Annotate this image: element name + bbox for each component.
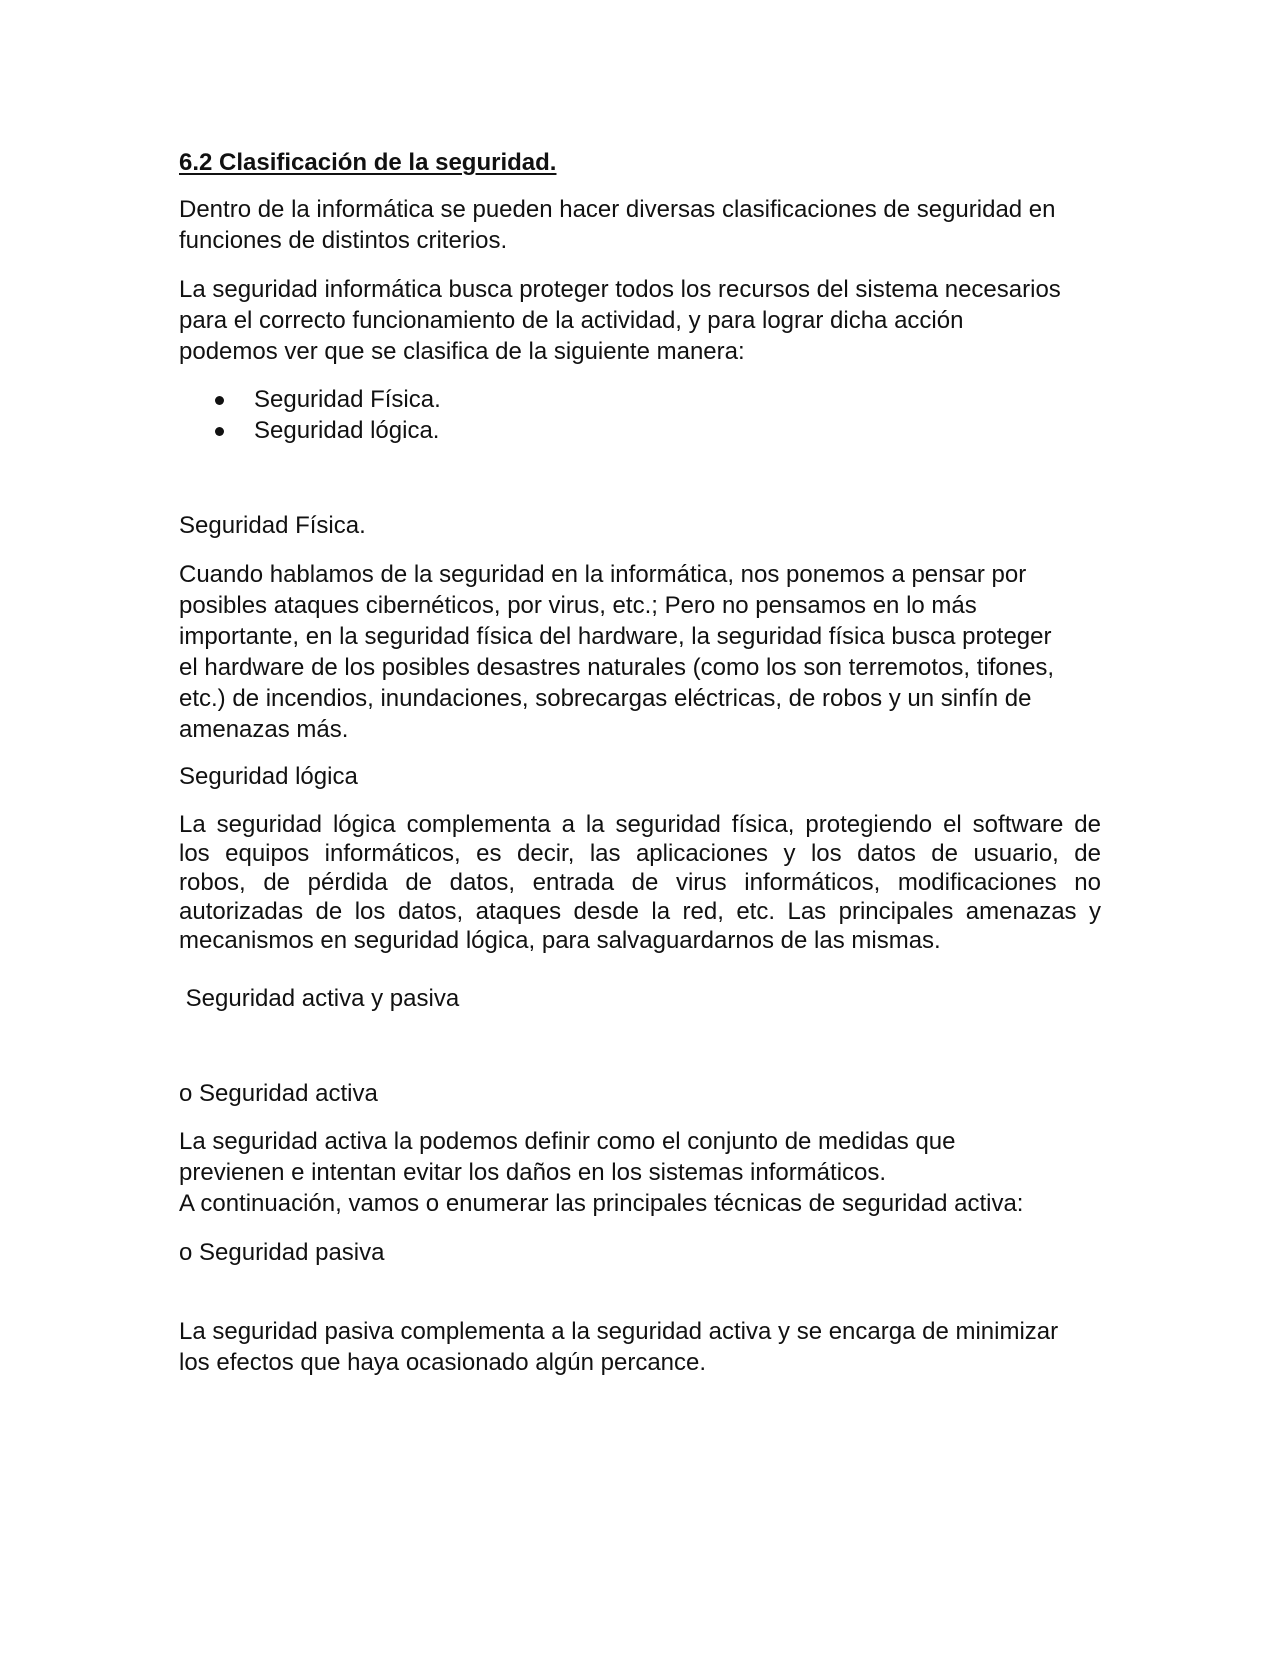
activa-line: previenen e intentan evitar los daños en los sistemas informáticos. (179, 1159, 887, 1186)
fisica-paragraph (179, 559, 1054, 745)
activa-paragraph (179, 1126, 1023, 1219)
logica-line: robos, de pérdida de datos, entrada de virus informáticos, modificaciones no (179, 869, 1101, 896)
fisica-line: etc.) de incendios, inundaciones, sobrecargas eléctricas, de robos y un sinfín de (179, 685, 1032, 712)
logica-line: La seguridad lógica complementa a la seguridad física, protegiendo el software de (179, 811, 1101, 838)
fisica-line: amenazas más. (179, 716, 349, 743)
fisica-line: posibles ataques cibernéticos, por virus, etc.; Pero no pensamos en lo más (179, 592, 977, 619)
list-item-label: Seguridad lógica. (254, 417, 440, 444)
activa-heading: o Seguridad activa (179, 1080, 378, 1107)
section-title: 6.2 Clasificación de la seguridad. (179, 149, 557, 176)
overview-line: La seguridad informática busca proteger todos los recursos del sistema necesarios (179, 276, 1061, 303)
list-item (179, 415, 441, 446)
pasiva-heading: o Seguridad pasiva (179, 1239, 385, 1266)
activa-line: La seguridad activa la podemos definir como el conjunto de medidas que (179, 1128, 956, 1155)
fisica-line: el hardware de los posibles desastres naturales (como los son terremotos, tifones, (179, 654, 1055, 681)
fisica-line: importante, en la seguridad física del hardware, la seguridad física busca proteger (179, 623, 1052, 650)
bullet-icon (215, 427, 224, 436)
intro-line: funciones de distintos criterios. (179, 227, 508, 254)
logica-line: autorizadas de los datos, ataques desde la red, etc. Las principales amenazas y (179, 898, 1101, 925)
overview-line: para el correcto funcionamiento de la actividad, y para lograr dicha acción (179, 307, 964, 334)
activa-pasiva-heading: Seguridad activa y pasiva (179, 985, 460, 1012)
logica-line: los equipos informáticos, es decir, las aplicaciones y los datos de usuario, de (179, 840, 1101, 867)
logica-paragraph (179, 810, 1101, 955)
list-item-label: Seguridad Física. (254, 386, 441, 413)
activa-line: A continuación, vamos o enumerar las principales técnicas de seguridad activa: (179, 1190, 1024, 1217)
pasiva-line: La seguridad pasiva complementa a la seguridad activa y se encarga de minimizar (179, 1318, 1059, 1345)
pasiva-paragraph (179, 1316, 1058, 1378)
overview-line: podemos ver que se clasifica de la siguiente manera: (179, 338, 745, 365)
intro-paragraph (179, 194, 1056, 256)
overview-paragraph (179, 274, 1061, 367)
logica-heading: Seguridad lógica (179, 763, 358, 790)
fisica-line: Cuando hablamos de la seguridad en la informática, nos ponemos a pensar por (179, 561, 1027, 588)
pasiva-line: los efectos que haya ocasionado algún percance. (179, 1349, 707, 1376)
intro-line: Dentro de la informática se pueden hacer diversas clasificaciones de seguridad en (179, 196, 1056, 223)
logica-line: mecanismos en seguridad lógica, para salvaguardarnos de las mismas. (179, 927, 941, 954)
bullet-icon (215, 396, 224, 405)
classification-list (179, 384, 441, 446)
fisica-heading: Seguridad Física. (179, 512, 366, 539)
list-item (179, 384, 441, 415)
